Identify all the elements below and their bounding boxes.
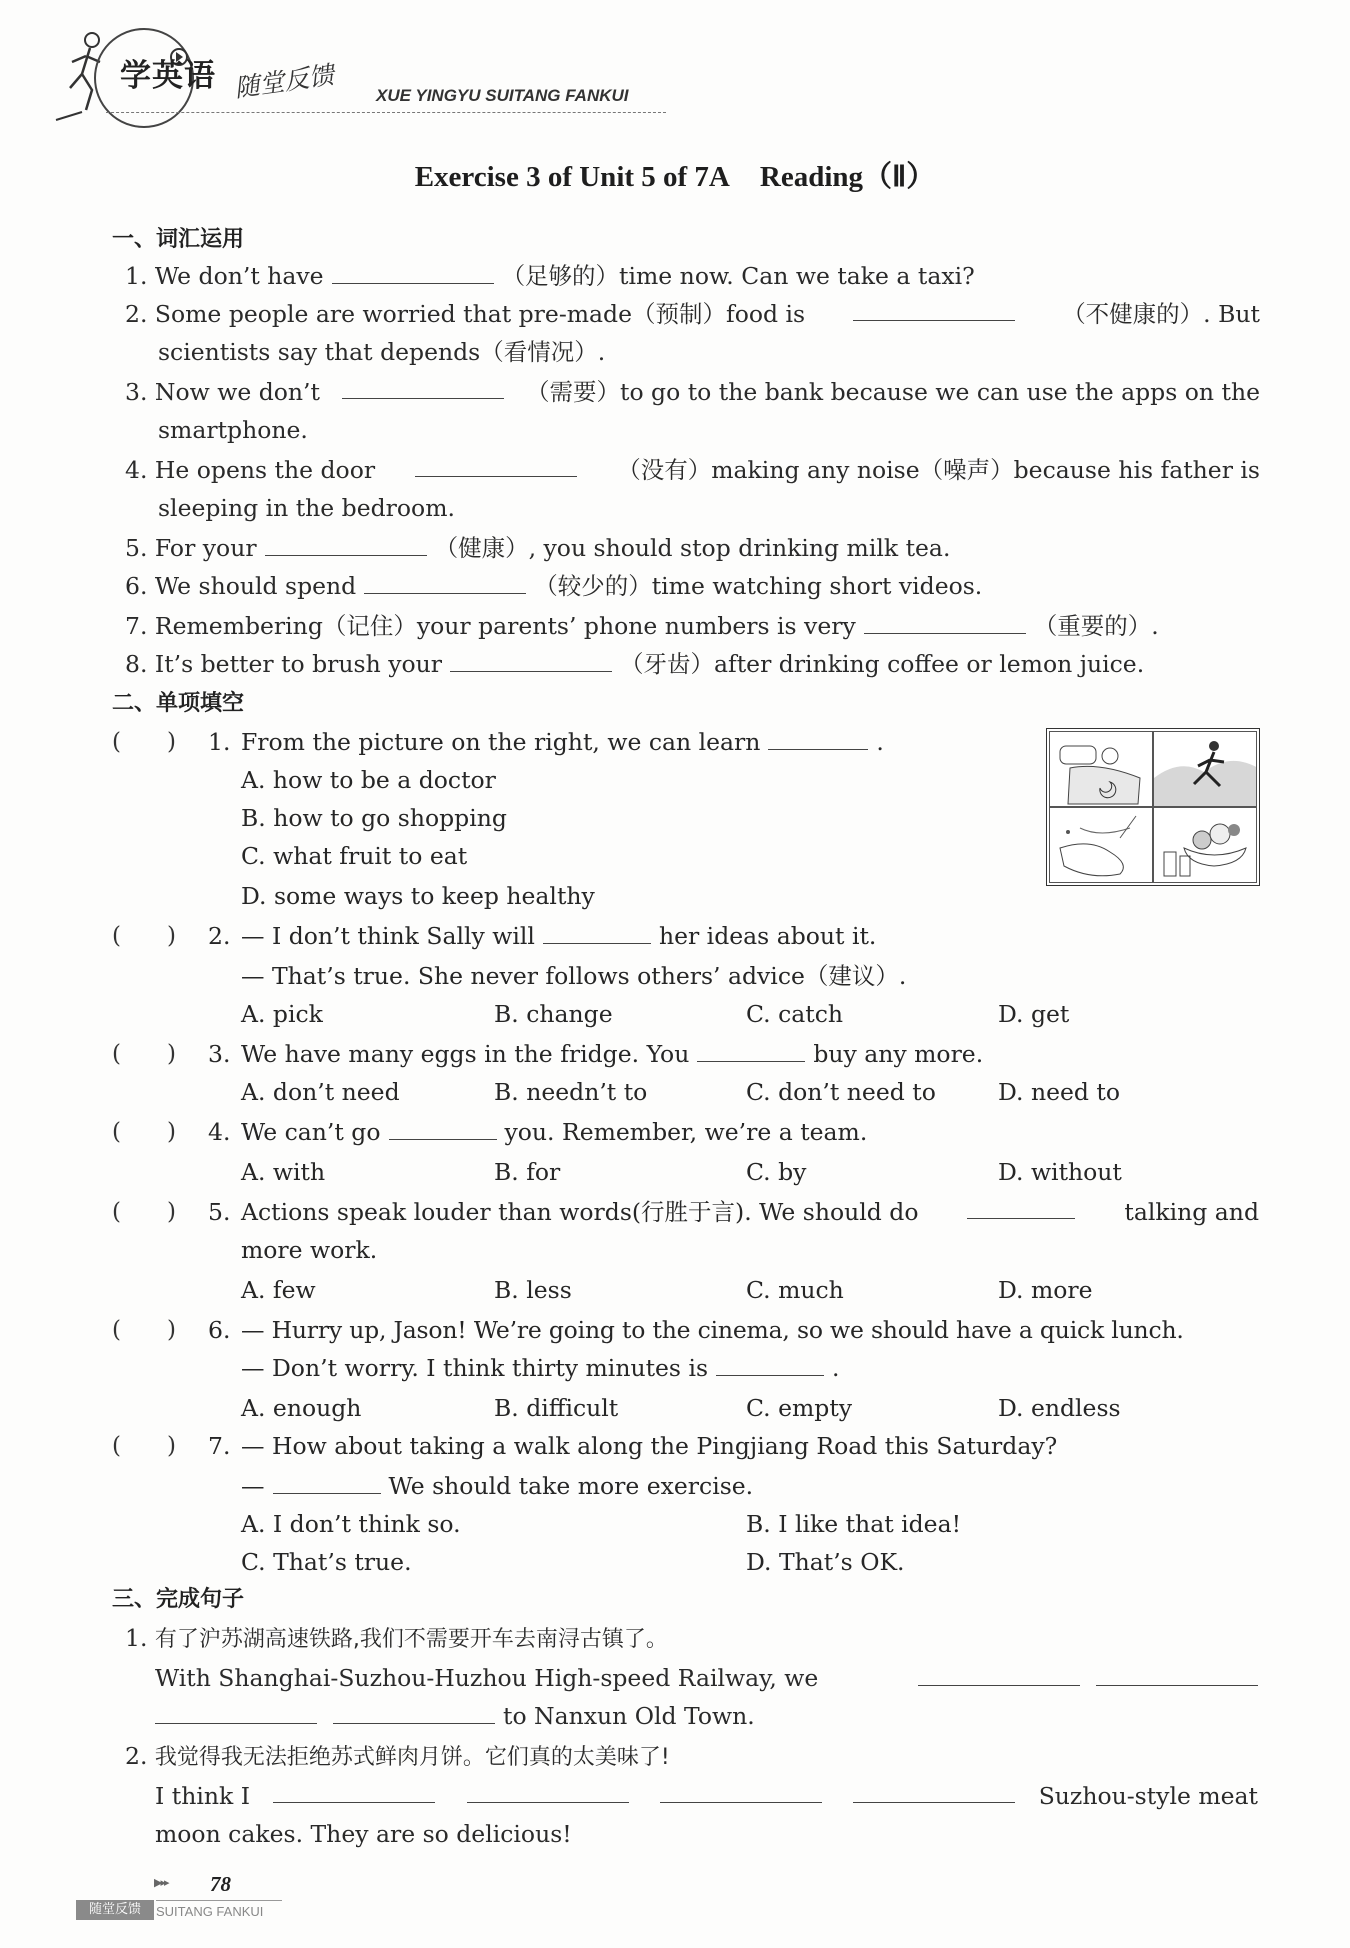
answer-blank[interactable] (415, 454, 577, 477)
question-stem-line2: — Don’t worry. I think thirty minutes is . (241, 1354, 840, 1382)
item-text: （足够的）time now. Can we take a taxi? (501, 262, 975, 290)
answer-blank[interactable] (853, 1780, 1015, 1803)
answer-blank (768, 727, 868, 750)
english-sentence-continuation: moon cakes. They are so delicious! (155, 1820, 572, 1848)
section-heading-complete-sentences: 三、完成句子 (112, 1587, 245, 1612)
question-stem-line2: more work. (241, 1236, 378, 1264)
option-c[interactable]: C. That’s true. (241, 1548, 412, 1576)
answer-blank[interactable] (273, 1780, 435, 1803)
option-d[interactable]: D. some ways to keep healthy (241, 882, 595, 910)
answer-blank[interactable] (342, 376, 504, 399)
option-a[interactable]: A. I don’t think so. (241, 1510, 461, 1538)
question-stem: From the picture on the right, we can learn . (241, 728, 884, 756)
page-title (0, 154, 1350, 195)
option-a[interactable]: A. enough (241, 1394, 362, 1422)
question-stem: — I don’t think Sally will her ideas about it. (241, 922, 877, 950)
header-dashed-line (106, 112, 666, 113)
answer-blank[interactable] (332, 261, 494, 284)
question-number: 4. (208, 1118, 231, 1146)
answer-paren[interactable]: ( ) (112, 1119, 176, 1145)
option-b[interactable]: B. how to go shopping (241, 804, 507, 832)
answer-blank (543, 921, 651, 944)
footer-label-en: SUITANG FANKUI (156, 1904, 264, 1919)
answer-blank[interactable] (918, 1663, 1080, 1686)
option-b[interactable]: B. change (494, 1000, 613, 1028)
question-stem-line2: — We should take more exercise. (241, 1472, 754, 1500)
answer-blank (967, 1196, 1075, 1219)
answer-blank[interactable] (660, 1780, 822, 1803)
answer-blank (697, 1039, 805, 1062)
answer-blank[interactable] (333, 1701, 495, 1724)
page-title-right: Reading（Ⅱ） (759, 161, 936, 193)
sleeping-picture (1049, 731, 1153, 807)
arrow-icon: ▶▸▸ (154, 1876, 168, 1889)
answer-blank[interactable] (450, 649, 612, 672)
answer-blank[interactable] (1096, 1663, 1258, 1686)
item-number: 1. (125, 262, 148, 290)
item-text: （需要）to go to the bank because we can use the apps on the (526, 378, 1260, 406)
header-banner (52, 22, 672, 132)
option-d[interactable]: D. get (998, 1000, 1070, 1028)
answer-paren[interactable]: ( ) (112, 1317, 176, 1343)
hand-washing-picture (1049, 807, 1153, 883)
question-number: 2. (208, 922, 231, 950)
vocab-item-continuation: smartphone. (158, 416, 308, 444)
option-b[interactable]: B. I like that idea! (746, 1510, 962, 1538)
chinese-sentence: 有了沪苏湖高速铁路,我们不需要开车去南浔古镇了。 (154, 1627, 668, 1652)
section-heading-vocabulary: 一、词汇运用 (112, 227, 245, 252)
item-text: Now we don’t (154, 378, 320, 406)
header-title-cn: 学英语 (120, 58, 216, 94)
question-stem: — Hurry up, Jason! We’re going to the cinema, so we should have a quick lunch. (241, 1316, 1184, 1344)
item-number: 2. (125, 1742, 148, 1770)
vocab-item (125, 454, 1260, 486)
vocab-item (125, 532, 950, 564)
answer-blank (273, 1471, 381, 1494)
vocab-item (125, 260, 975, 292)
vocab-item-continuation: sleeping in the bedroom. (158, 494, 455, 522)
question-number: 6. (208, 1316, 231, 1344)
item-text: （没有）making any noise（噪声）because his father is (617, 456, 1260, 484)
question-stem: We have many eggs in the fridge. You buy any more. (241, 1040, 984, 1068)
page-number: 78 (210, 1872, 231, 1896)
option-d[interactable]: D. need to (998, 1078, 1120, 1106)
item-number: 6. (125, 572, 148, 600)
item-text: （不健康的）. But (1062, 300, 1260, 328)
option-c[interactable]: C. don’t need to (746, 1078, 936, 1106)
option-c[interactable]: C. what fruit to eat (241, 842, 468, 870)
item-number: 1. (125, 1624, 148, 1652)
answer-blank (716, 1353, 824, 1376)
item-text: It’s better to brush your (154, 650, 443, 678)
footer-line (156, 1900, 282, 1901)
running-picture (1153, 731, 1257, 807)
answer-blank (389, 1117, 497, 1140)
english-sentence: With Shanghai-Suzhou-Huzhou High-speed Railway, we (155, 1662, 1258, 1694)
option-c[interactable]: C. catch (746, 1000, 843, 1028)
item-number: 8. (125, 650, 148, 678)
answer-blank[interactable] (265, 533, 427, 556)
answer-paren[interactable]: ( ) (112, 1041, 176, 1067)
option-c[interactable]: C. empty (746, 1394, 853, 1422)
section-heading-multiple-choice: 二、单项填空 (112, 691, 245, 716)
answer-paren[interactable]: ( ) (112, 1433, 176, 1459)
header-title-pinyin: XUE YINGYU SUITANG FANKUI (376, 86, 629, 105)
answer-paren[interactable]: ( ) (112, 729, 176, 755)
question-number: 7. (208, 1432, 231, 1460)
answer-blank[interactable] (864, 611, 1026, 634)
question-stem: — How about taking a walk along the Pingjiang Road this Saturday? (241, 1432, 1058, 1460)
item-text: （健康）, you should stop drinking milk tea. (434, 534, 951, 562)
question-stem-line2: — That’s true. She never follows others’ advice（建议）. (241, 962, 907, 990)
english-sentence-continuation: to Nanxun Old Town. (155, 1700, 755, 1732)
item-text: （较少的）time watching short videos. (534, 572, 983, 600)
healthy-habits-picture (1046, 728, 1260, 886)
item-number: 4. (125, 456, 148, 484)
footer-label-cn: 随堂反馈 (76, 1900, 154, 1920)
item-text: He opens the door (154, 456, 376, 484)
option-a[interactable]: A. don’t need (241, 1078, 400, 1106)
option-b[interactable]: B. for (494, 1158, 561, 1186)
question-number: 1. (208, 728, 231, 756)
option-d[interactable]: D. without (998, 1158, 1122, 1186)
answer-blank[interactable] (364, 571, 526, 594)
option-c[interactable]: C. by (746, 1158, 807, 1186)
item-number: 5. (125, 534, 148, 562)
option-a[interactable]: A. with (241, 1158, 326, 1186)
item-text: For your (154, 534, 257, 562)
answer-paren[interactable]: ( ) (112, 923, 176, 949)
english-sentence: I think I Suzhou-style meat (155, 1782, 1258, 1810)
item-number: 7. (125, 612, 148, 640)
question-stem: We can’t go you. Remember, we’re a team. (241, 1118, 868, 1146)
item-text: Remembering（记住）your parents’ phone numbers is very (154, 612, 856, 640)
question-number: 5. (208, 1198, 231, 1226)
answer-blank[interactable] (155, 1701, 317, 1724)
vocab-item (125, 376, 1260, 408)
page-title-left: Exercise 3 of Unit 5 of 7A (414, 161, 730, 193)
chinese-sentence: 我觉得我无法拒绝苏式鲜肉月饼。它们真的太美味了! (154, 1745, 670, 1770)
sentence-item (125, 1622, 668, 1656)
answer-paren[interactable]: ( ) (112, 1199, 176, 1225)
option-b[interactable]: B. difficult (494, 1394, 619, 1422)
question-stem: Actions speak louder than words(行胜于言). We should do talking and (241, 1198, 1259, 1226)
answer-blank[interactable] (853, 298, 1015, 321)
option-c[interactable]: C. much (746, 1276, 844, 1304)
question-number: 3. (208, 1040, 231, 1068)
sentence-item (125, 1740, 670, 1774)
vocab-item (125, 298, 1260, 330)
item-text: We don’t have (154, 262, 324, 290)
item-text: （牙齿）after drinking coffee or lemon juice. (620, 650, 1145, 678)
vocab-item (125, 648, 1144, 680)
item-number: 2. (125, 300, 148, 328)
option-d[interactable]: D. more (998, 1276, 1093, 1304)
item-text: Some people are worried that pre-made（预制）food is (154, 300, 806, 328)
answer-blank[interactable] (467, 1780, 629, 1803)
fruit-and-milk-picture (1153, 807, 1257, 883)
option-b[interactable]: B. less (494, 1276, 572, 1304)
option-d[interactable]: D. That’s OK. (746, 1548, 905, 1576)
option-a[interactable]: A. pick (241, 1000, 323, 1028)
item-text: We should spend (154, 572, 357, 600)
vocab-item-continuation: scientists say that depends（看情况）. (158, 338, 606, 366)
header-title-script: 随堂反馈 (232, 60, 336, 103)
item-text: （重要的）. (1033, 612, 1159, 640)
vocab-item (125, 610, 1159, 642)
option-d[interactable]: D. endless (998, 1394, 1121, 1422)
vocab-item (125, 570, 982, 602)
option-a[interactable]: A. how to be a doctor (241, 766, 496, 794)
item-number: 3. (125, 378, 148, 406)
option-b[interactable]: B. needn’t to (494, 1078, 648, 1106)
option-a[interactable]: A. few (241, 1276, 316, 1304)
